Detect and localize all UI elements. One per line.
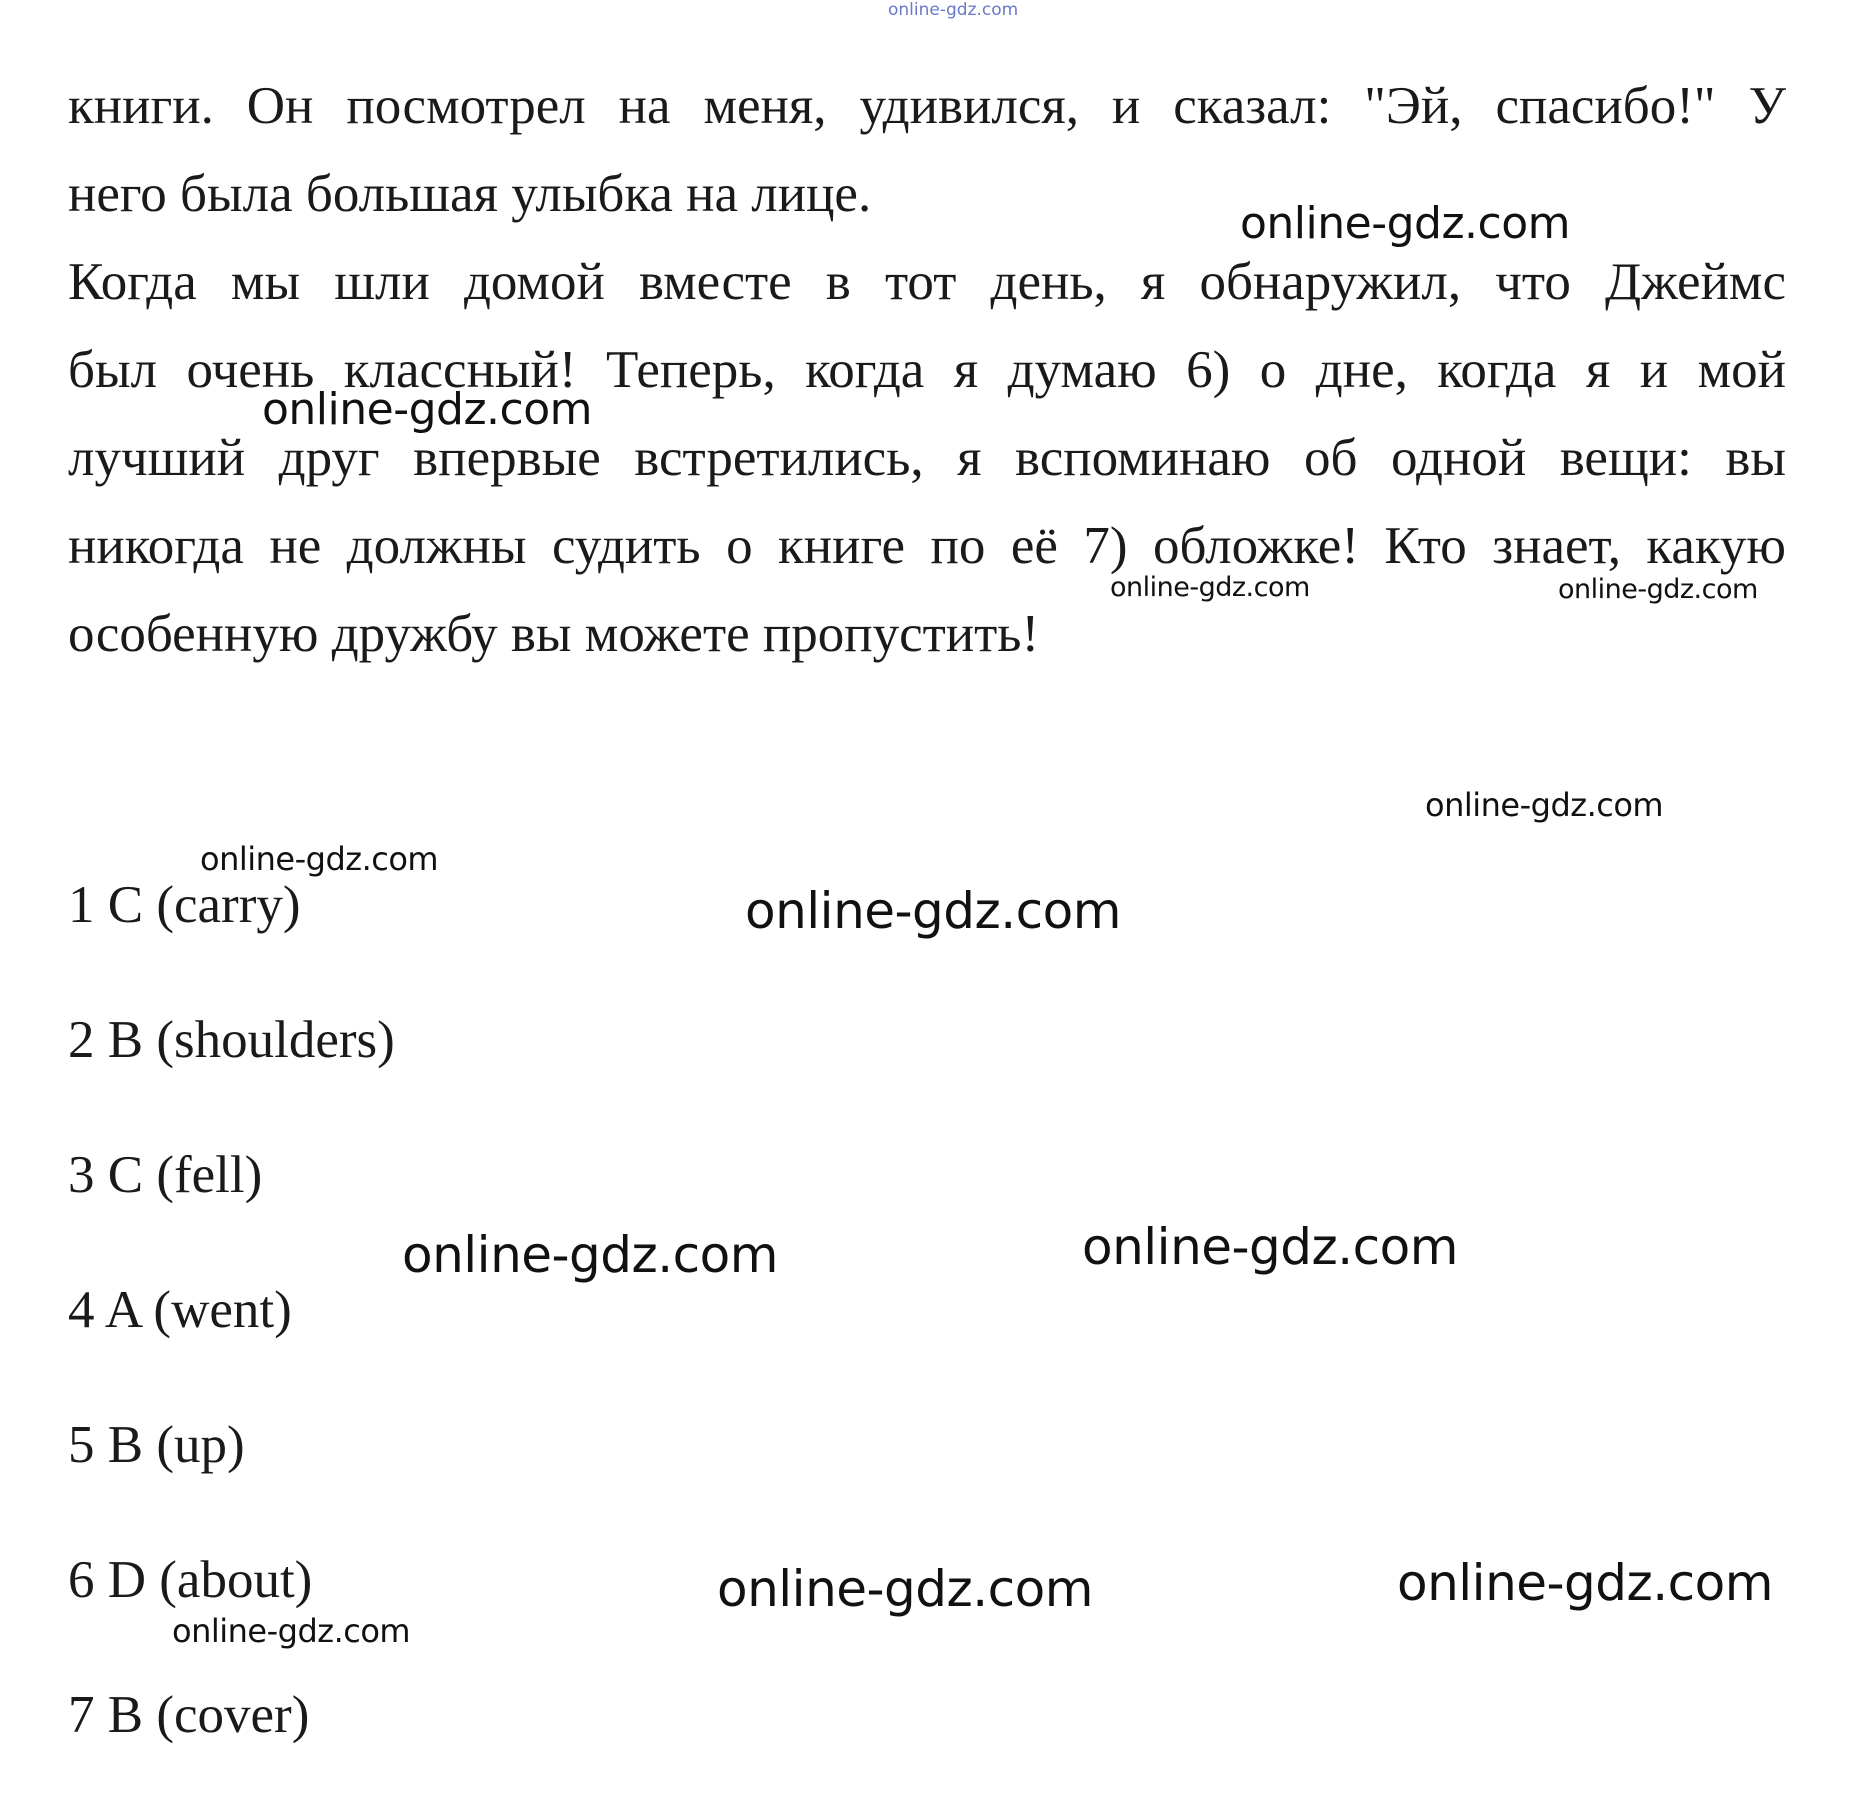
watermark: online-gdz.com <box>172 1612 411 1650</box>
watermark: online-gdz.com <box>1397 1554 1773 1612</box>
passage-line: него была большая улыбка на лице. <box>68 165 872 223</box>
header-watermark: online-gdz.com <box>888 0 1019 20</box>
watermark: online-gdz.com <box>1558 574 1758 605</box>
passage-line: никогда не должны судить о книге по её 7) обложке! Кто знает, какую <box>68 517 1786 575</box>
answer-item: 3 C (fell) <box>68 1146 263 1204</box>
passage-line: особенную дружбу вы можете пропустить! <box>68 605 1040 663</box>
watermark: online-gdz.com <box>200 840 439 878</box>
watermark: online-gdz.com <box>1082 1218 1458 1276</box>
passage-line: лучший друг впервые встретились, я вспоминаю об одной вещи: вы <box>68 429 1786 487</box>
passage-line: Когда мы шли домой вместе в тот день, я обнаружил, что Джеймс <box>68 253 1786 311</box>
watermark: online-gdz.com <box>1110 572 1310 603</box>
passage-line: был очень классный! Теперь, когда я думаю 6) о дне, когда я и мой <box>68 341 1786 399</box>
answer-item: 5 B (up) <box>68 1416 245 1474</box>
answer-item: 6 D (about) <box>68 1551 313 1609</box>
answer-item: 7 B (cover) <box>68 1686 310 1744</box>
watermark: online-gdz.com <box>1425 786 1664 824</box>
watermark: online-gdz.com <box>402 1226 778 1284</box>
watermark: online-gdz.com <box>717 1560 1093 1618</box>
watermark: online-gdz.com <box>745 882 1121 940</box>
answer-item: 1 C (carry) <box>68 876 301 934</box>
watermark: online-gdz.com <box>262 384 593 435</box>
answer-item: 2 B (shoulders) <box>68 1011 395 1069</box>
answer-item: 4 A (went) <box>68 1281 292 1339</box>
watermark: online-gdz.com <box>1240 198 1571 249</box>
passage-line: книги. Он посмотрел на меня, удивился, и сказал: "Эй, спасибо!" У <box>68 77 1786 135</box>
